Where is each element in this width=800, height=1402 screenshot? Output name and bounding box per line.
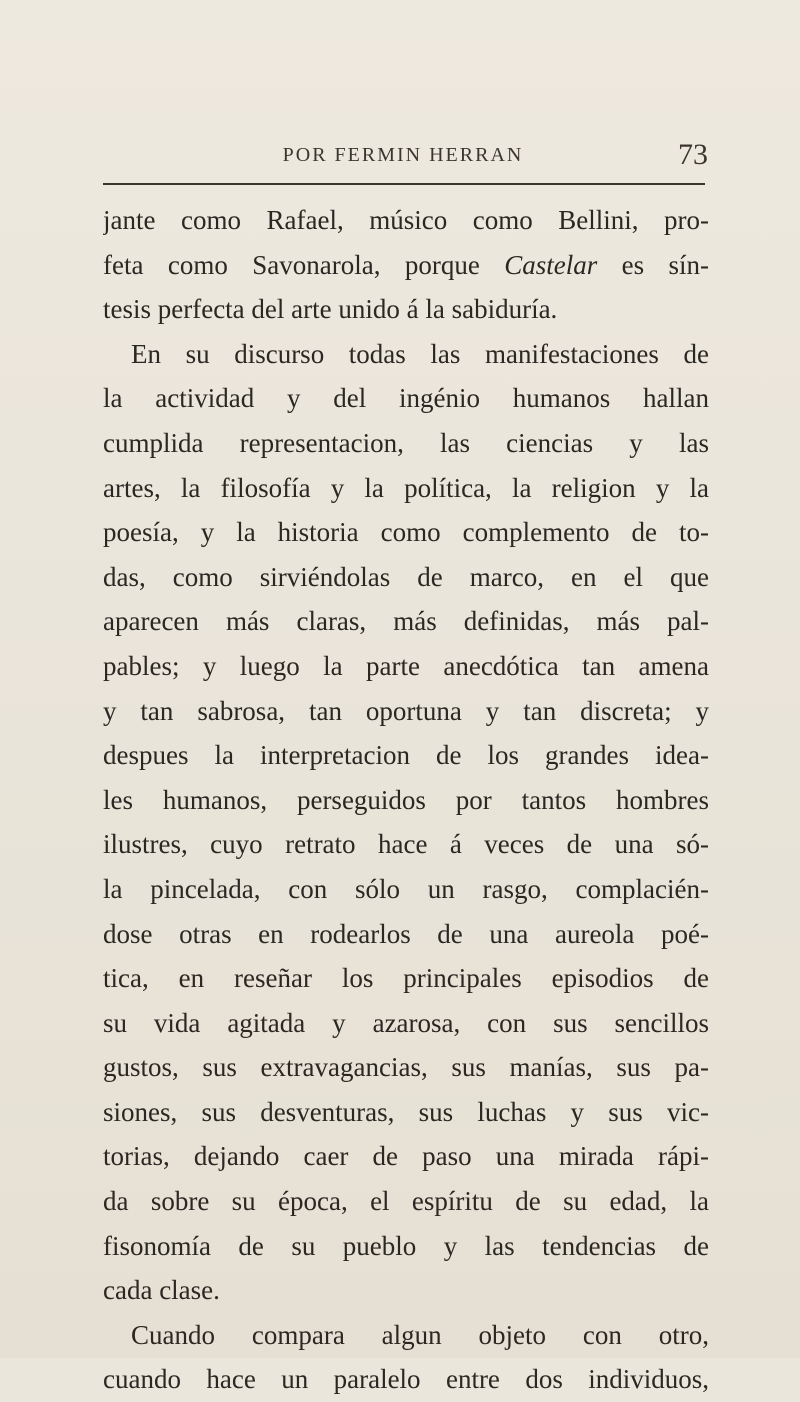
- text-fragment: es sín-: [597, 249, 709, 280]
- text-line: la pincelada, con sólo un rasgo, complacién-: [103, 873, 709, 904]
- running-head: [98, 138, 708, 178]
- text-line: tesis perfecta del arte unido á la sabiduría.: [103, 294, 558, 325]
- running-title: POR FERMIN HERRAN: [282, 144, 524, 166]
- text-line: poesía, y la historia como complemento de to-: [103, 517, 709, 548]
- text-line: [103, 243, 709, 288]
- text-line: despues la interpretacion de los grandes idea-: [103, 740, 709, 771]
- text-line: dose otras en rodearlos de una aureola poé-: [103, 918, 709, 949]
- text-line: pables; y luego la parte anecdótica tan amena: [103, 650, 709, 681]
- text-line: la actividad y del ingénio humanos hallan: [103, 383, 709, 414]
- text-line: jante como Rafael, músico como Bellini, pro-: [103, 205, 709, 235]
- text-line: torias, dejando caer de paso una mirada rápi-: [103, 1141, 709, 1172]
- text-line: ilustres, cuyo retrato hace á veces de una só-: [103, 829, 709, 860]
- text-line: les humanos, perseguidos por tantos hombres: [103, 784, 709, 815]
- italic-name: Castelar: [504, 249, 598, 280]
- text-line: su vida agitada y azarosa, con sus sencillos: [103, 1007, 709, 1038]
- text-line: das, como sirviéndolas de marco, en el que: [103, 561, 709, 592]
- text-line: da sobre su época, el espíritu de su edad, la: [103, 1186, 709, 1217]
- text-line: fisonomía de su pueblo y las tendencias de: [103, 1230, 709, 1261]
- text-line: siones, sus desventuras, sus luchas y sus vic-: [103, 1096, 709, 1127]
- text-line: gustos, sus extravagancias, sus manías, sus pa-: [103, 1052, 709, 1083]
- text-line: Cuando compara algun objeto con otro,: [131, 1319, 709, 1350]
- text-line: aparecen más claras, más definidas, más pal-: [103, 606, 709, 637]
- text-line: cuando hace un paralelo entre dos individuos,: [103, 1364, 709, 1395]
- text-line: En su discurso todas las manifestaciones de: [131, 338, 709, 369]
- text-line: cada clase.: [103, 1275, 220, 1306]
- text-line: cumplida representacion, las ciencias y las: [103, 427, 709, 458]
- text-line: y tan sabrosa, tan oportuna y tan discreta; y: [103, 695, 709, 726]
- text-fragment: feta como Savonarola, porque: [103, 249, 505, 280]
- header-rule: [103, 183, 705, 185]
- body-text: [103, 198, 709, 1402]
- text-line: tica, en reseñar los principales episodios de: [103, 963, 709, 994]
- text-line: artes, la filosofía y la política, la religion y la: [103, 472, 709, 503]
- page-number: 73: [678, 138, 708, 171]
